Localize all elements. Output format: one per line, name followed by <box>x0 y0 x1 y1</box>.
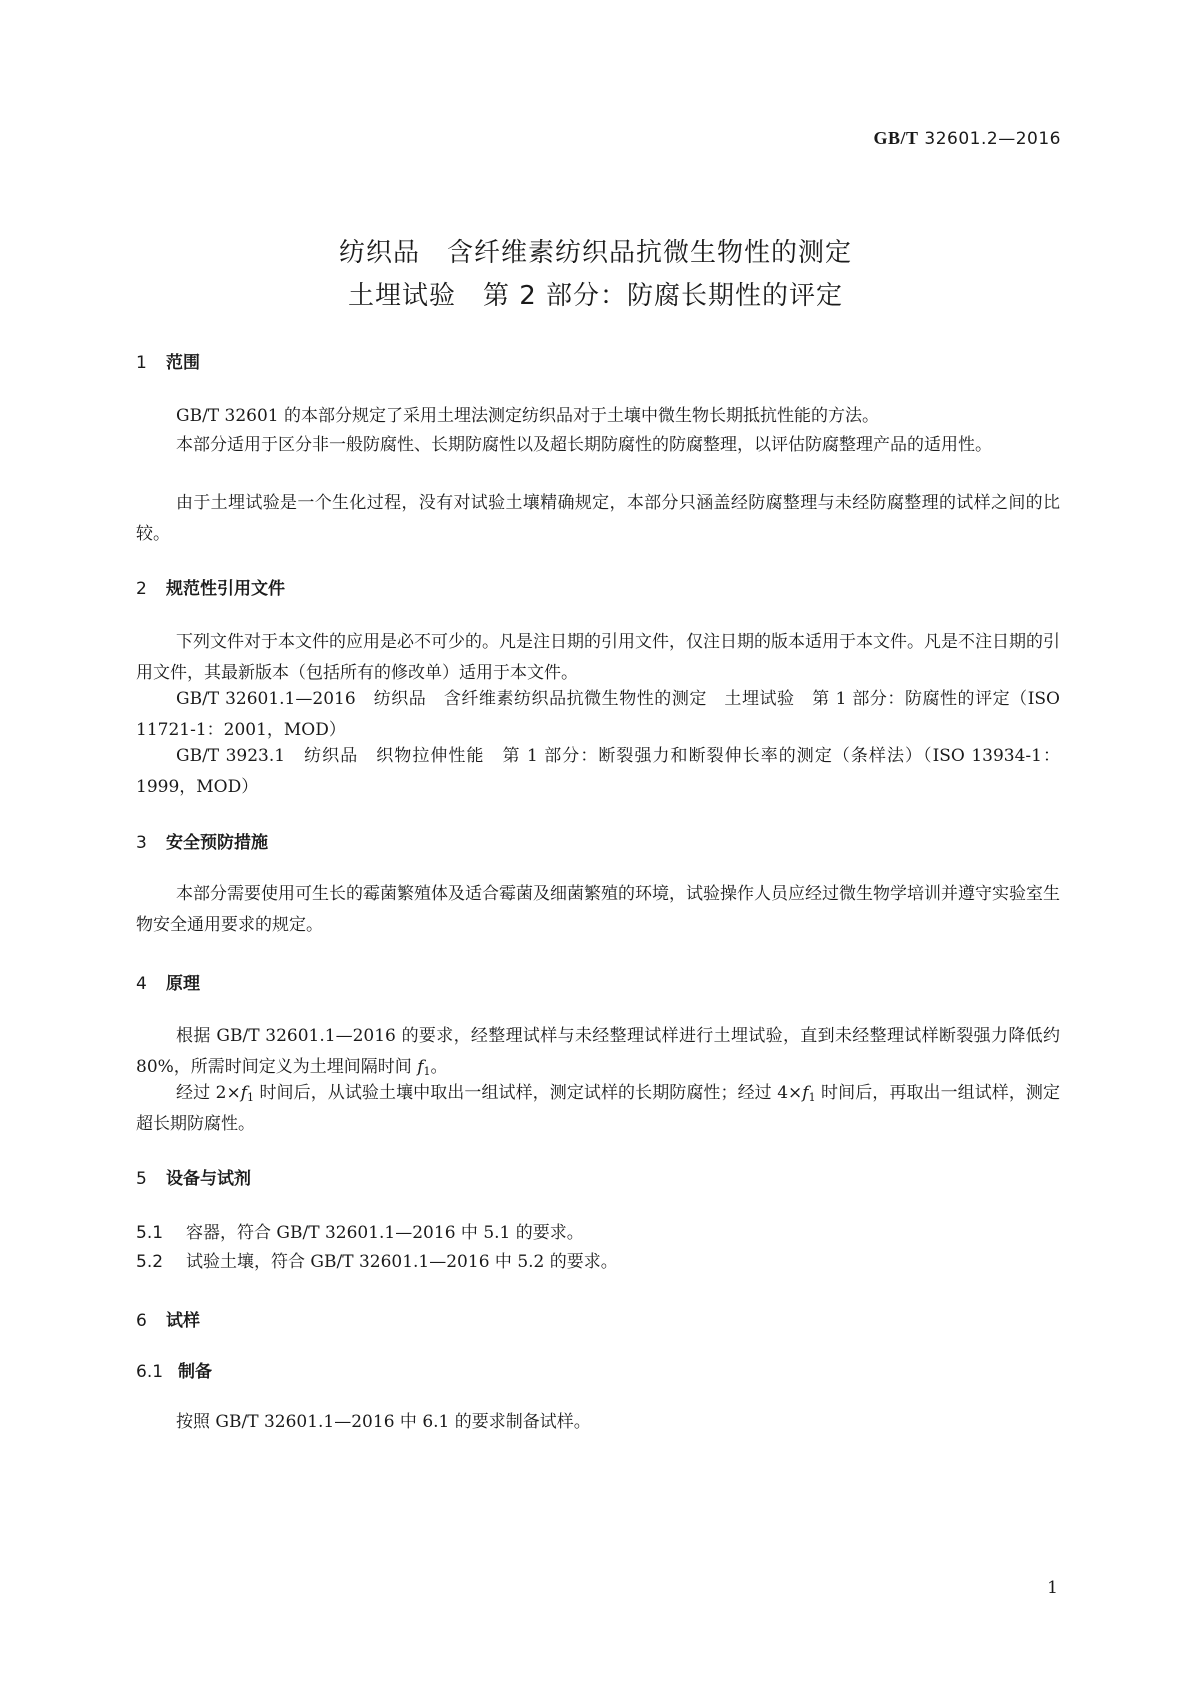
section-2-para-1: 下列文件对于本文件的应用是必不可少的。凡是注日期的引用文件，仅注日期的版本适用于本文件。凡是不注日期的引用文件，其最新版本（包括所有的修改单）适用于本文件。 <box>136 632 1060 683</box>
section-2-heading <box>136 574 285 599</box>
section-number: 6 <box>136 1311 147 1331</box>
section-6-heading <box>136 1306 200 1331</box>
page-number: 1 <box>1047 1578 1058 1598</box>
standard-prefix: GB/T <box>873 128 919 148</box>
section-5-heading <box>136 1164 251 1189</box>
section-number: 1 <box>136 353 147 373</box>
subsection-number: 6.1 <box>136 1362 164 1382</box>
document-title-line2: 土埋试验 第 2 部分：防腐长期性的评定 <box>347 281 844 311</box>
section-6-1-para-1: 按照 GB/T 32601.1—2016 中 6.1 的要求制备试样。 <box>176 1412 591 1432</box>
section-title: 试样 <box>166 1311 200 1331</box>
clause-5-1: 5.1 容器，符合 GB/T 32601.1—2016 中 5.1 的要求。 <box>136 1223 584 1243</box>
section-1-para-2: 本部分适用于区分非一般防腐性、长期防腐性以及超长期防腐性的防腐整理，以评估防腐整理产品的适用性。 <box>176 435 992 455</box>
section-4-para-2: 经过 $2\times f_1$ 时间后，从试验土壤中取出一组试样，测定试样的长期防腐性；经过 $4\times f_1$ 时间后，再取出一组试样，测定超长期防腐性。 <box>136 1083 1061 1134</box>
section-number: 3 <box>136 833 147 853</box>
standard-number <box>874 128 1062 149</box>
subsection-6-1-heading <box>136 1357 212 1382</box>
section-3-heading <box>136 828 268 853</box>
standard-code: 32601.2—2016 <box>924 129 1061 149</box>
section-title: 设备与试剂 <box>166 1169 251 1189</box>
section-4-heading <box>136 969 200 994</box>
section-2-ref-1: GB/T 32601.1—2016 纺织品 含纤维素纺织品抗微生物性的测定 土埋试验 第 1 部分：防腐性的评定（ISO 11721-1：2001，MOD） <box>136 689 1060 740</box>
section-number: 5 <box>136 1169 147 1189</box>
section-4-para-1: 根据 GB/T 32601.1—2016 的要求，经整理试样与未经整理试样进行土埋试验，直到未经整理试样断裂强力降低约 80%，所需时间定义为土埋间隔时间 $f_1$。 <box>136 1026 1060 1078</box>
section-1-para-1: GB/T 32601 的本部分规定了采用土埋法测定纺织品对于土壤中微生物长期抵抗性能的方法。 <box>176 406 880 426</box>
clause-5-2: 5.2 试验土壤，符合 GB/T 32601.1—2016 中 5.2 的要求。 <box>136 1252 618 1272</box>
section-title: 原理 <box>166 974 200 994</box>
section-title: 范围 <box>166 353 200 373</box>
section-1-heading <box>136 348 200 373</box>
section-2-ref-2: GB/T 3923.1 纺织品 织物拉伸性能 第 1 部分：断裂强力和断裂伸长率的测定（条样法）（ISO 13934-1：1999，MOD） <box>136 746 1060 797</box>
section-3-para-1: 本部分需要使用可生长的霉菌繁殖体及适合霉菌及细菌繁殖的环境，试验操作人员应经过微生物学培训并遵守实验室生物安全通用要求的规定。 <box>136 884 1060 935</box>
section-1-para-3: 由于土埋试验是一个生化过程，没有对试验土壤精确规定，本部分只涵盖经防腐整理与未经防腐整理的试样之间的比较。 <box>136 493 1060 544</box>
subsection-title: 制备 <box>178 1362 212 1382</box>
section-title: 规范性引用文件 <box>166 579 285 599</box>
section-number: 4 <box>136 974 147 994</box>
section-title: 安全预防措施 <box>166 833 268 853</box>
section-number: 2 <box>136 579 147 599</box>
document-title-line1: 纺织品 含纤维素纺织品抗微生物性的测定 <box>338 238 852 268</box>
